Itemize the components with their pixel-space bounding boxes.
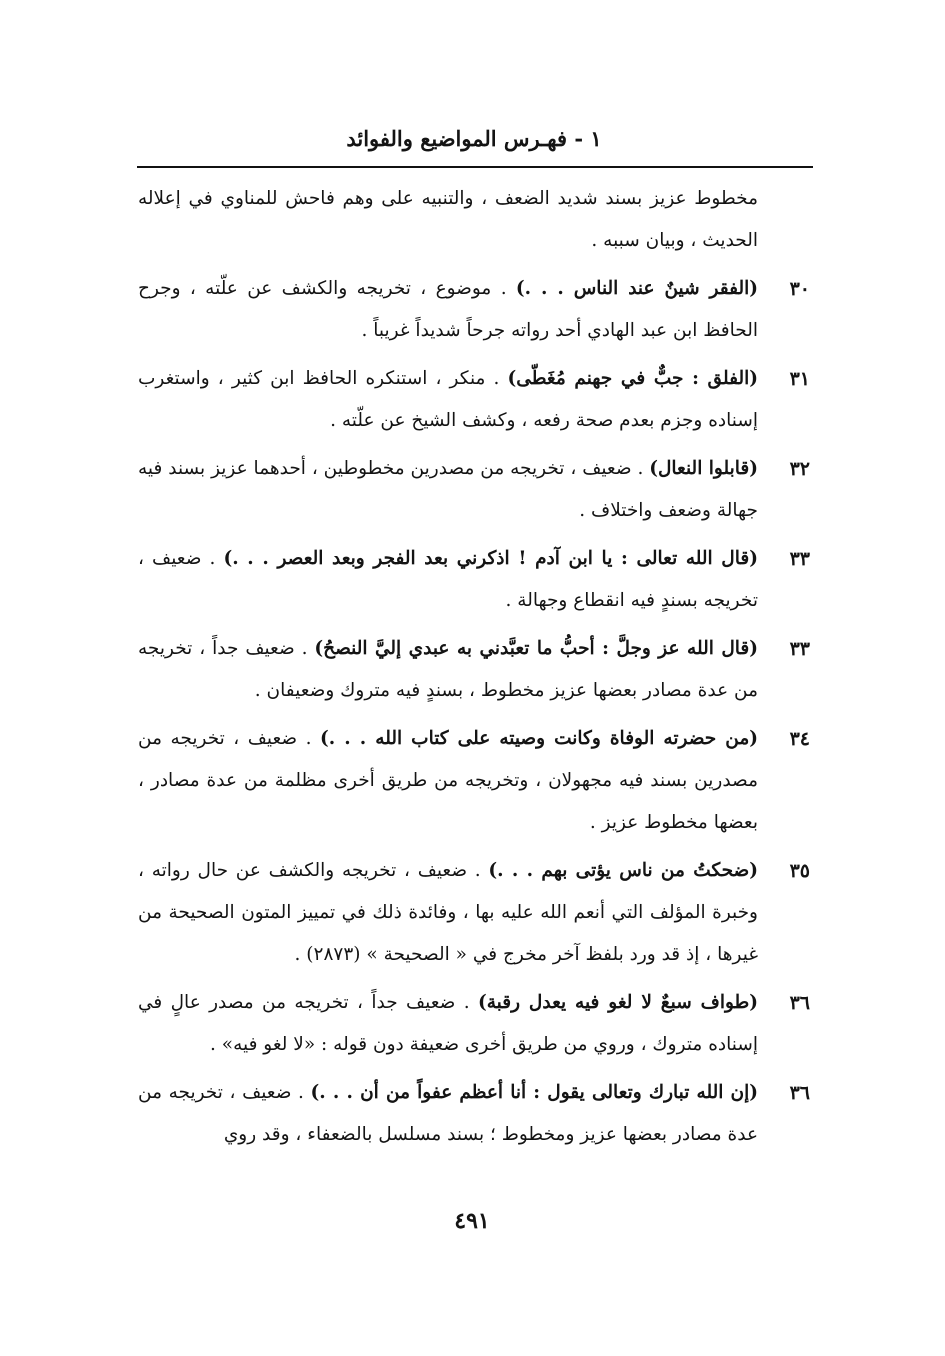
entry-number: ٣٦ <box>789 1082 810 1104</box>
entry-number: ٣٥ <box>789 860 810 882</box>
entry-hadith-title: (ضحكتُ من ناس يؤتى بهم . . .) <box>488 860 758 881</box>
index-entry <box>138 718 810 844</box>
entry-number: ٣٤ <box>789 728 810 750</box>
entry-number: ٣٠ <box>789 278 810 300</box>
entry-number: ٣٦ <box>789 992 810 1014</box>
entry-description: . موضوع ، تخريجه والكشف عن علّته ، وجرح الحافظ ابن عبد الهادي أحد رواته جرحاً شديداً غريباً . <box>138 278 758 341</box>
entry-description: . ضعيف ، تخريجه والكشف عن حال رواته ، وخبرة المؤلف التي أنعم الله عليه بها ، وفائدة ذلك في تمييز المتون الصحيحة من غيرها ، إذ قد ورد بلفظ آخر مخرج في « الصحيحة » (٢٨٧٣) . <box>138 860 758 965</box>
entry-hadith-title: (قابلوا النعال) <box>649 458 758 479</box>
entry-description: . ضعيف ، تخريجه من عدة مصادر بعضها عزيز ومخطوط ؛ بسند مسلسل بالضعفاء ، وقد روي <box>138 1082 758 1145</box>
entry-description: . ضعيف جداً ، تخريجه من عدة مصادر بعضها عزيز مخطوط ، بسندٍ فيه متروك وضعيفان . <box>138 638 758 701</box>
index-entry <box>138 1072 810 1156</box>
entry-number: ٣٣ <box>789 638 810 660</box>
entry-hadith-title: (من حضرته الوفاة وكانت وصيته على كتاب الله . . .) <box>320 728 758 749</box>
entry-description: . ضعيف ، تخريجه من مصدرين بسند فيه مجهولان ، وتخريجه من طريق أخرى مظلمة من عدة مصادر ، بعضها مخطوط عزيز . <box>138 728 758 833</box>
entry-description: . ضعيف ، تخريجه بسندٍ فيه انقطاع وجهالة . <box>138 548 758 611</box>
header-divider <box>137 166 813 168</box>
entry-description: . ضعيف جداً ، تخريجه من مصدر عالٍ في إسناده متروك ، وروي من طريق أخرى ضعيفة دون قوله : «لا لغو فيه» . <box>138 992 758 1055</box>
entry-number: ٣٣ <box>789 548 810 570</box>
continuation-paragraph: مخطوط عزيز بسند شديد الضعف ، والتنبيه على وهم فاحش للمناوي في إعلاله الحديث ، وبيان سببه . <box>138 188 758 251</box>
index-entry <box>138 850 810 976</box>
page-number: ٤٩١ <box>454 1208 490 1234</box>
index-entry <box>138 448 810 532</box>
entry-description: . ضعيف ، تخريجه من مصدرين مخطوطين ، أحدهما عزيز بسند فيه جهالة وضعف واختلاف . <box>138 458 758 521</box>
index-entry <box>138 538 810 622</box>
entry-number: ٣٢ <box>789 458 810 480</box>
entry-hadith-title: (إن الله تبارك وتعالى يقول : أنا أعظم عفواً من أن . . .) <box>310 1082 759 1103</box>
entry-description: . منكر ، استنكره الحافظ ابن كثير ، واستغرب إسناده وجزم بعدم صحة رفعه ، وكشف الشيخ عن علّته . <box>138 368 758 431</box>
entry-hadith-title: (الفلق : جبٌّ في جهنم مُغَطّى) <box>507 368 758 389</box>
entry-hadith-title: (الفقر شينٌ عند الناس . . .) <box>515 278 758 299</box>
index-entry <box>138 982 810 1066</box>
index-entry <box>138 628 810 712</box>
entry-hadith-title: (طواف سبعٌ لا لغو فيه يعدل رقبة) <box>477 992 758 1013</box>
index-entry <box>138 358 810 442</box>
entry-number: ٣١ <box>789 368 810 390</box>
index-entry <box>138 268 810 352</box>
page-header-title: ١ - فهـرس المواضيع والفوائد <box>346 126 602 151</box>
index-content <box>138 178 810 1208</box>
entry-hadith-title: (قال الله عز وجلَّ : أحبُّ ما تعبَّدني به عبدي إليَّ النصحُ) <box>314 638 758 659</box>
entry-hadith-title: (قال الله تعالى : يا ابن آدم ! اذكرني بعد الفجر وبعد العصر . . .) <box>223 548 758 569</box>
